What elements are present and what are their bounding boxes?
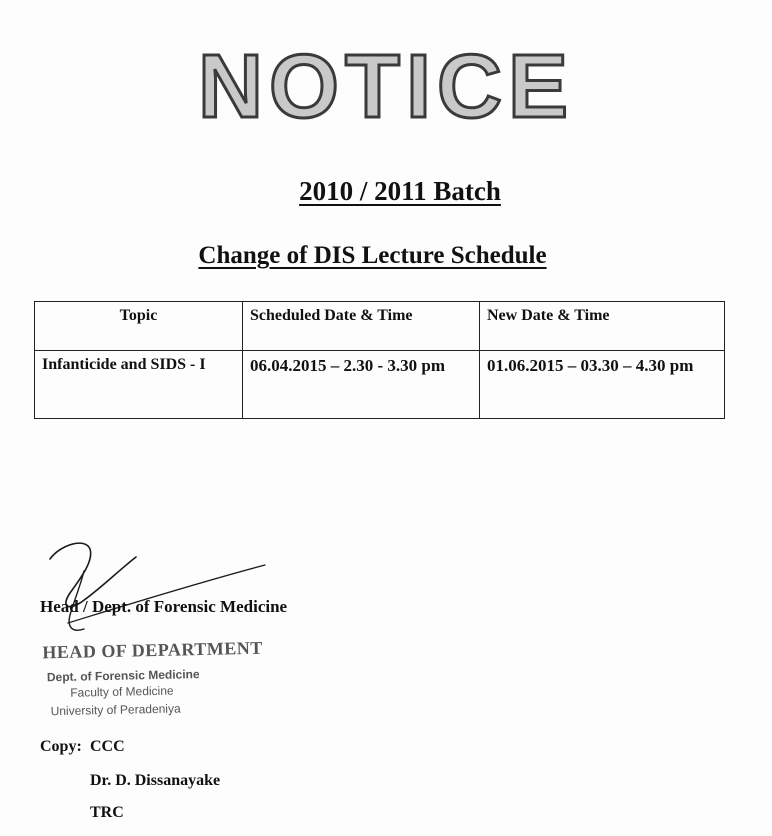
stamp-university: University of Peradeniya <box>50 701 181 719</box>
copy-recipient: Dr. D. Dissanayake <box>90 772 221 789</box>
schedule-change-heading: Change of DIS Lecture Schedule <box>198 242 547 269</box>
copy-label: Copy: <box>40 738 82 755</box>
batch-heading: 2010 / 2011 Batch <box>299 176 501 206</box>
column-header-new: New Date & Time <box>480 302 725 351</box>
column-header-topic: Topic <box>35 302 243 351</box>
handwritten-signature <box>40 535 280 645</box>
stamp-dept: Dept. of Forensic Medicine <box>46 667 200 685</box>
stamp-title: HEAD OF DEPARTMENT <box>42 637 263 663</box>
table-row <box>35 351 725 419</box>
new-datetime-cell: 01.06.2015 – 03.30 – 4.30 pm <box>480 351 725 419</box>
scheduled-datetime-cell: 06.04.2015 – 2.30 - 3.30 pm <box>243 351 480 419</box>
stamp-faculty: Faculty of Medicine <box>70 683 174 700</box>
schedule-table <box>34 301 725 419</box>
copy-recipient: CCC <box>90 738 125 755</box>
topic-cell: Infanticide and SIDS - I <box>35 351 243 419</box>
table-header-row <box>35 302 725 351</box>
department-stamp <box>39 638 271 723</box>
column-header-scheduled: Scheduled Date & Time <box>243 302 480 351</box>
copy-recipient: TRC <box>90 804 124 821</box>
signatory-title: Head / Dept. of Forensic Medicine <box>40 597 288 616</box>
notice-title: NOTICE <box>197 37 574 137</box>
